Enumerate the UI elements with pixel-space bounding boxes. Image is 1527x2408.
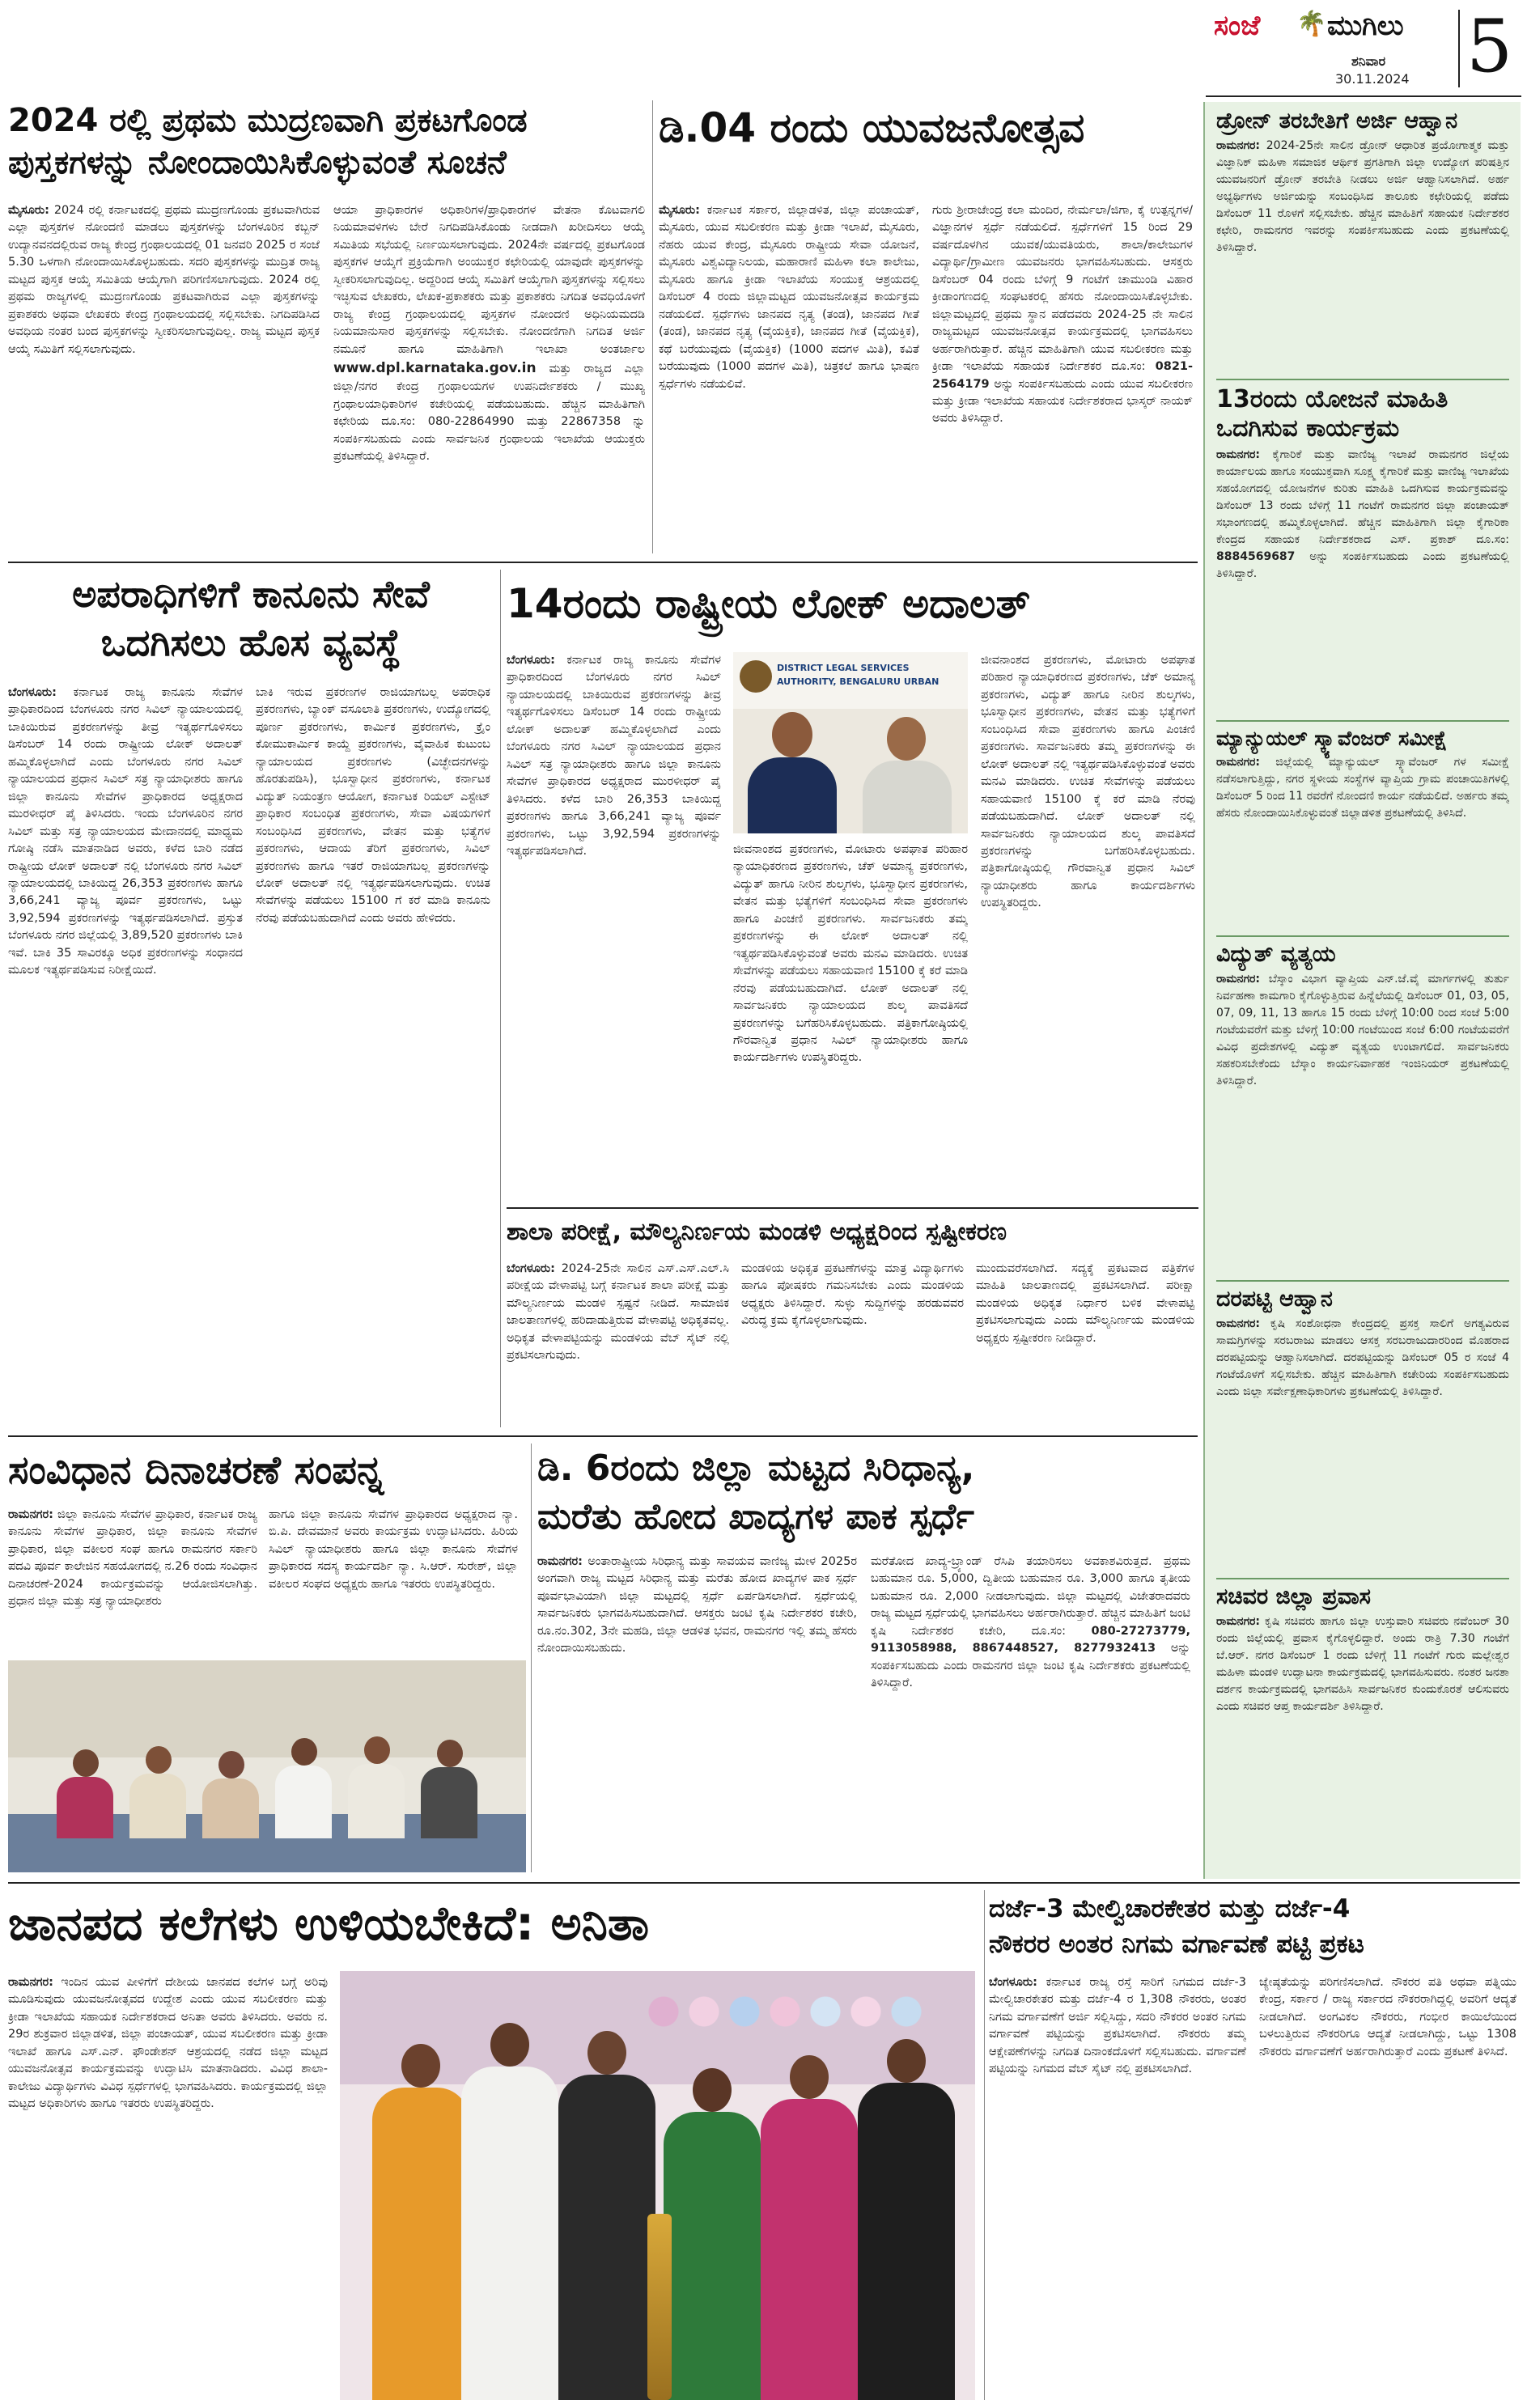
person-2 — [863, 717, 952, 833]
page-number: 5 — [1466, 4, 1513, 89]
section-rule — [8, 562, 1198, 563]
masthead-divider — [1458, 10, 1460, 87]
logo-right-text: ಮುಗಿಲು — [1327, 10, 1404, 42]
column-text: ಕರ್ನಾಟಕ ರಾಜ್ಯ ಕಾನೂನು ಸೇವೆಗಳ ಪ್ರಾಧಿಕಾರದಿಂದ ಬೆಂಗಳೂರು ನಗರ ಸಿವಿಲ್ ನ್ಯಾಯಾಲಯದಲ್ಲಿ ಬಾಕಿಯಿರುವ ಪ್ರಕರಣಗಳನ್ನು ತೀವ್ರ ಇತ್ಯರ್ಥಗೊಳಿಸಲು ಡಿಸೆಂಬರ್ 14 ರಂದು ರಾಷ್ಟ್ರೀಯ ಲೋಕ್ ಅದಾಲತ್ ಹಮ್ಮಿಕೊಳ್ಳಲಾಗಿದೆ ಎಂದು ಬೆಂಗಳೂರು ನಗರ ಸಿವಿಲ್ ನ್ಯಾಯಾಲಯದ ಪ್ರಧಾನ ಸಿವಿಲ್ ಸತ್ರ ನ್ಯಾಯಾಧೀಶರು ಹಾಗೂ ಜಿಲ್ಲಾ ಕಾನೂನು ಸೇವೆಗಳ ಪ್ರಾಧಿಕಾರದ ಅಧ್ಯಕ್ಷರಾದ ಮುರಳೀಧರ್ ಪೈ ತಿಳಿಸಿದರು. ಇಂದು ಬೆಂಗಳೂರಿನ ನಗರ ಸಿವಿಲ್ ಮತ್ತು ಸತ್ರ ನ್ಯಾಯಾಲಯದ ಮೇದಾನದಲ್ಲಿ ಮಾಧ್ಯಮ ಗೋಷ್ಠಿ ನಡೆಸಿ ಮಾತನಾಡಿದ ಅವರು, ಕಳೆದ ಬಾರಿ ನಡೆದ ರಾಷ್ಟ್ರೀಯ ಲೋಕ್ ಅದಾಲತ್ ನಲ್ಲಿ ಬೆಂಗಳೂರು ನಗರ ಸಿವಿಲ್ ನ್ಯಾಯಾಲಯದಲ್ಲಿ ಬಾಕಿಯಿದ್ದ 26,353 ಪ್ರಕರಣಗಳು ಹಾಗೂ 3,66,241 ವ್ಯಾಜ್ಯ ಪೂರ್ವ ಪ್ರಕರಣಗಳು, ಒಟ್ಟು 3,92,594 ಪ್ರಕರಣಗಳನ್ನು ಇತ್ಯರ್ಥಪಡಿಸಲಾಗಿದೆ. ಪ್ರಸ್ತುತ ಬೆಂಗಳೂರು ನಗರ ಜಿಲ್ಲೆಯಲ್ಲಿ 3,89,520 ಪ್ರಕರಣಗಳು ಬಾಕಿ ಇವೆ. ಬಾಕಿ 35 ಸಾವಿರಕ್ಕೂ ಅಧಿಕ ಪ್ರಕರಣಗಳನ್ನು ಸಂಧಾನದ ಮೂಲಕ ಇತ್ಯರ್ಥಪಡಿಸುವ ನಿರೀಕ್ಷೆಯಿದೆ. — [8, 686, 243, 977]
masthead-logo — [1206, 10, 1449, 53]
sidebar-rule — [1216, 1280, 1509, 1282]
column-text: ಕರ್ನಾಟಕ ರಾಜ್ಯ ರಸ್ತೆ ಸಾರಿಗೆ ನಿಗಮದ ದರ್ಜೆ-3 ಮೇಲ್ವಿಚಾರಕೇತರ ಮತ್ತು ದರ್ಜೆ-4 ರ 1,308 ನೌಕರರು, ಅಂತರ ನಿಗಮ ವರ್ಗಾವಣೆಗೆ ಅರ್ಜಿ ಸಲ್ಲಿಸಿದ್ದು, ಸದರಿ ನೌಕರರ ಅಂತರ ನಿಗಮ ವರ್ಗಾವಣೆ ಪಟ್ಟಿಯನ್ನು ಪ್ರಕಟಿಸಲಾಗಿದೆ. ನೌಕರರು ತಮ್ಮ ಆಕ್ಷೇಪಣೆಗಳನ್ನು ನಿಗದಿತ ದಿನಾಂಕದೊಳಗೆ ಸಲ್ಲಿಸಬಹುದು. ವರ್ಗಾವಣೆ ಪಟ್ಟಿಯನ್ನು ನಿಗಮದ ವೆಬ್ ಸೈಟ್ ನಲ್ಲಿ ಪ್ರಕಟಿಸಲಾಗಿದೆ. — [989, 1976, 1246, 2076]
sidebar-rule — [1216, 1578, 1509, 1579]
article-constitution-day — [8, 1440, 526, 1877]
headline-line-1: ಅಪರಾಧಿಗಳಿಗೆ ಕಾನೂನು ಸೇವೆ — [72, 572, 430, 616]
article-book-registration — [8, 95, 647, 557]
column-text-continued: ಅನ್ನು ಸಂಪರ್ಕಿಸಬಹುದು ಎಂದು ರಾಮನಗರ ಜಿಲ್ಲಾ ಜಂಟಿ ಕೃಷಿ ನಿರ್ದೇಶಕರು ಪ್ರಕಟಣೆಯಲ್ಲಿ ತಿಳಿಸಿದ್ದಾರೆ. — [871, 1642, 1190, 1690]
photo-banner — [733, 652, 968, 709]
phone-number: 8884569687 — [1216, 550, 1296, 563]
column-text: ಅಂತಾರಾಷ್ಟ್ರೀಯ ಸಿರಿಧಾನ್ಯ ಮತ್ತು ಸಾವಯವ ವಾಣಿಜ್ಯ ಮೇಳ 2025ರ ಅಂಗವಾಗಿ ರಾಜ್ಯ ಮಟ್ಟದ ಸಿರಿಧಾನ್ಯ ಮತ್ತು ಮರೆತು ಹೋದ ಖಾದ್ಯಗಳ ಪಾಕ ಸ್ಪರ್ಧೆ ಪೂರ್ವಭಾವಿಯಾಗಿ ಜಿಲ್ಲಾ ಮಟ್ಟದಲ್ಲಿ ಸ್ಪರ್ಧೆ ಏರ್ಪಡಿಸಲಾಗಿದೆ. ಸ್ಪರ್ಧೆಯಲ್ಲಿ ಸಾರ್ವಜನಿಕರು ಭಾಗವಹಿಸಬಹುದಾಗಿದೆ. ಆಸಕ್ತರು ಜಂಟಿ ಕೃಷಿ ನಿರ್ದೇಶಕರ ಕಚೇರಿ, ರೂ.ನಂ.302, 3ನೇ ಮಹಡಿ, ಜಿಲ್ಲಾ ಆಡಳಿತ ಭವನ, ರಾಮನಗರ ಇಲ್ಲಿ ತಮ್ಮ ಹೆಸರು ನೋಂದಾಯಿಸಬಹುದು. — [537, 1555, 857, 1656]
article-column-2 — [733, 842, 968, 1198]
press-meet-photo — [733, 652, 968, 833]
headline-line-2: ಮರೆತು ಹೋದ ಖಾದ್ಯಗಳ ಪಾಕ ಸ್ಪರ್ಧೆ — [537, 1496, 974, 1537]
masthead-rule — [1206, 95, 1521, 97]
column-divider — [984, 1890, 985, 2400]
column-text: 2024-25ನೇ ಸಾಲಿನ ಎಸ್.ಎಸ್.ಎಲ್.ಸಿ ಪರೀಕ್ಷೆಯ ವೇಳಾಪಟ್ಟಿ ಬಗ್ಗೆ ಕರ್ನಾಟಕ ಶಾಲಾ ಪರೀಕ್ಷೆ ಮತ್ತು ಮೌಲ್ಯನಿರ್ಣಯ ಮಂಡಳಿ ಸ್ಪಷ್ಟನೆ ನೀಡಿದೆ. ಸಾಮಾಜಿಕ ಜಾಲತಾಣಗಳಲ್ಲಿ ಹರಿದಾಡುತ್ತಿರುವ ವೇಳಾಪಟ್ಟಿ ಅಧಿಕೃತವಲ್ಲ. ಅಧಿಕೃತ ವೇಳಾಪಟ್ಟಿಯನ್ನು ಮಂಡಳಿಯ ವೆಬ್ ಸೈಟ್ ನಲ್ಲಿ ಪ್ರಕಟಿಸಲಾಗುವುದು. — [507, 1262, 729, 1363]
headline: ಡಿ.04 ರಂದು ಯುವಜನೋತ್ಸವ — [659, 104, 1085, 151]
person-1 — [748, 712, 837, 833]
column-text: ಇಂದಿನ ಯುವ ಪೀಳಿಗೆಗೆ ದೇಶೀಯ ಜಾನಪದ ಕಲೆಗಳ ಬಗ್ಗೆ ಅರಿವು ಮೂಡಿಸುವುದು ಯುವಜನೋತ್ಸವದ ಉದ್ದೇಶ ಎಂದು ಯುವ ಸಬಲೀಕರಣ ಮತ್ತು ಕ್ರೀಡಾ ಇಲಾಖೆಯ ಸಹಾಯಕ ನಿರ್ದೇಶಕರಾದ ಅನಿತಾ ಅವರು ತಿಳಿಸಿದರು. ಅವರು ನ. 29ರ ಶುಕ್ರವಾರ ಜಿಲ್ಲಾಡಳಿತ, ಜಿಲ್ಲಾ ಪಂಚಾಯತ್, ಯುವ ಸಬಲೀಕರಣ ಮತ್ತು ಕ್ರೀಡಾ ಇಲಾಖೆ ಹಾಗೂ ಎಸ್.ಎನ್. ಫೌಂಡೇಶನ್ ಆಶ್ರಯದಲ್ಲಿ ನಡೆದ ಜಿಲ್ಲಾ ಮಟ್ಟದ ಯುವಜನೋತ್ಸವ ಕಾರ್ಯಕ್ರಮವನ್ನು ಉದ್ಘಾಟಿಸಿ ಮಾತನಾಡಿದರು. ವಿವಿಧ ಶಾಲಾ-ಕಾಲೇಜು ವಿದ್ಯಾರ್ಥಿಗಳು ವಿವಿಧ ಸ್ಪರ್ಧೆಗಳಲ್ಲಿ ಭಾಗವಹಿಸಿದರು. ಕಾರ್ಯಕ್ರಮದಲ್ಲಿ ಜಿಲ್ಲಾ ಮಟ್ಟದ ಅಧಿಕಾರಿಗಳು ಹಾಗೂ ಇತರರು ಉಪಸ್ಥಿತರಿದ್ದರು. — [8, 1976, 328, 2111]
sidebar-headline: ವಿದ್ಯುತ್ ವ್ಯತ್ಯಯ — [1216, 942, 1336, 967]
column-text: ಕರ್ನಾಟಕ ಸರ್ಕಾರ, ಜಿಲ್ಲಾಡಳಿತ, ಜಿಲ್ಲಾ ಪಂಚಾಯತ್, ಮೈಸೂರು, ಯುವ ಸಬಲೀಕರಣ ಮತ್ತು ಕ್ರೀಡಾ ಇಲಾಖೆ, ಮೈಸೂರು, ನೆಹರು ಯುವ ಕೇಂದ್ರ, ಮೈಸೂರು ರಾಷ್ಟ್ರೀಯ ಸೇವಾ ಯೋಜನೆ, ಮೈಸೂರು ವಿಶ್ವವಿದ್ಯಾನಿಲಯ, ಮಹಾರಾಣಿ ಮಹಿಳಾ ಕಲಾ ಕಾಲೇಜು, ಮೈಸೂರು ಹಾಗೂ ಕ್ರೀಡಾ ಇಲಾಖೆಯ ಸಂಯುಕ್ತ ಆಶ್ರಯದಲ್ಲಿ ಡಿಸೆಂಬರ್ 4 ರಂದು ಜಿಲ್ಲಾಮಟ್ಟದ ಯುವಜನೋತ್ಸವ ಕಾರ್ಯಕ್ರಮ ನಡೆಯಲಿದೆ. ಸ್ಪರ್ಧೆಗಳು ಜಾನಪದ ನೃತ್ಯ (ತಂಡ), ಜಾನಪದ ಗೀತೆ (ತಂಡ), ಜಾನಪದ ನೃತ್ಯ (ವೈಯಕ್ತಿಕ), ಜಾನಪದ ಗೀತೆ (ವೈಯಕ್ತಿಕ), ಕಥೆ ಬರೆಯುವುದು (ವೈಯಕ್ತಿಕ) (1000 ಪದಗಳ ಮಿತಿ), ಕವಿತೆ ಬರೆಯುವುದು (1000 ಪದಗಳ ಮಿತಿ), ಚಿತ್ರಕಲೆ ಹಾಗೂ ಭಾಷಣ ಸ್ಪರ್ಧೆಗಳು ನಡೆಯಲಿವೆ. — [659, 204, 919, 391]
column-text: ಹಾಗೂ ಜಿಲ್ಲಾ ಕಾನೂನು ಸೇವೆಗಳ ಪ್ರಾಧಿಕಾರದ ಅಧ್ಯಕ್ಷರಾದ ನ್ಯಾ. ಬಿ.ಪಿ. ದೇವಮಾನೆ ಅವರು ಕಾರ್ಯಕ್ರಮ ಉದ್ಘಾಟಿಸಿದರು. ಹಿರಿಯ ಸಿವಿಲ್ ನ್ಯಾಯಾಧೀಶರು ಹಾಗೂ ಜಿಲ್ಲಾ ಕಾನೂನು ಸೇವೆಗಳ ಪ್ರಾಧಿಕಾರದ ಸದಸ್ಯ ಕಾರ್ಯದರ್ಶಿ ನ್ಯಾ. ಸಿ.ಆರ್. ಸುರೇಶ್, ಜಿಲ್ಲಾ ವಕೀಲರ ಸಂಘದ ಅಧ್ಯಕ್ಷರು ಹಾಗೂ ಇತರರು ಉಪಸ್ಥಿತರಿದ್ದರು. — [269, 1508, 518, 1591]
headline-line-2: ಪುಸ್ತಕಗಳನ್ನು ನೋಂದಾಯಿಸಿಕೊಳ್ಳುವಂತೆ ಸೂಚನೆ — [8, 144, 507, 181]
logo-left-text: ಸಂಜೆ — [1214, 10, 1261, 42]
emblem-icon — [740, 660, 772, 693]
dateline: ಬೆಂಗಳೂರು: — [507, 1262, 555, 1275]
palm-tree-icon: 🌴 — [1296, 10, 1327, 38]
section-rule — [8, 1882, 1520, 1884]
sidebar-rule — [1216, 935, 1509, 937]
article-column-3 — [981, 652, 1195, 1202]
masthead — [1206, 6, 1521, 97]
column-divider — [500, 570, 501, 1427]
article-column-2 — [932, 202, 1193, 550]
article-column-2 — [871, 1554, 1190, 1871]
section-rule — [507, 1207, 1198, 1209]
brief-text: ಕೃಷಿ ಸಂಶೋಧನಾ ಕೇಂದ್ರದಲ್ಲಿ ಪ್ರಸಕ್ತ ಸಾಲಿಗೆ ಅಗತ್ಯವಿರುವ ಸಾಮಗ್ರಿಗಳನ್ನು ಸರಬರಾಜು ಮಾಡಲು ಆಸಕ್ತ ಸರಬರಾಜುದಾರರಿಂದ ಮೊಹರಾದ ದರಪಟ್ಟಿಯನ್ನು ಆಹ್ವಾನಿಸಲಾಗಿದೆ. ದರಪಟ್ಟಿಯನ್ನು ಡಿಸೆಂಬರ್ 05 ರ ಸಂಜೆ 4 ಗಂಟೆಯೊಳಗೆ ಸಲ್ಲಿಸಬೇಕು. ಹೆಚ್ಚಿನ ಮಾಹಿತಿಗಾಗಿ ಕಚೇರಿಯ ಸಂಪರ್ಕಿಸಬಹುದು ಎಂದು ಜಿಲ್ಲಾ ಸರ್ವೇಕ್ಷಣಾಧಿಕಾರಿಗಳು ಪ್ರಕಟಣೆಯಲ್ಲಿ ತಿಳಿಸಿದ್ದಾರೆ. — [1216, 1317, 1509, 1399]
dateline: ರಾಮನಗರ: — [8, 1508, 53, 1521]
column-text: ಮುಂದುವರೆಸಲಾಗಿದೆ. ಸದ್ಯಕ್ಕೆ ಪ್ರಕಟವಾದ ಪತ್ರಿಕೆಗಳ ಮಾಹಿತಿ ಜಾಲತಾಣದಲ್ಲಿ ಪ್ರಕಟಿಸಲಾಗಿದೆ. ಪರೀಕ್ಷಾ ಮಂಡಳಿಯ ಅಧಿಕೃತ ನಿರ್ಧಾರ ಬಳಿಕ ವೇಳಾಪಟ್ಟಿ ಪ್ರಕಟಿಸಲಾಗುವುದು ಎಂದು ಮೌಲ್ಯನಿರ್ಣಯ ಮಂಡಳಿಯ ಅಧ್ಯಕ್ಷರು ಸ್ಪಷ್ಟೀಕರಣ ನೀಡಿದ್ದಾರೆ. — [976, 1262, 1194, 1345]
brief-text: 2024-25ನೇ ಸಾಲಿನ ಡ್ರೋನ್ ಆಧಾರಿತ ಪ್ರಯೋಗಾತ್ಮಕ ಮತ್ತು ವಿಜ್ಞಾನಿಕ್ ಮಹಿಳಾ ಸಮಾಜಿಕ ಆರ್ಥಿಕ ಪ್ರಗತಿಗಾಗಿ ಜಿಲ್ಲಾ ಉದ್ಯೋಗ ಪರಿಷತ್ತಿನ ಯುವಜನರಿಗೆ ಡ್ರೋನ್ ತರಬೇತಿ ನೀಡಲು ಅರ್ಜಿ ಆಹ್ವಾನಿಸಲಾಗಿದೆ. ಅರ್ಹ ಅಭ್ಯರ್ಥಿಗಳು ಅರ್ಜಿಯನ್ನು ಸಂಬಂಧಿಸಿದ ತಾಲೂಕು ಕಛೇರಿಯಲ್ಲಿ ಪಡೆದು ಡಿಸೆಂಬರ್ 11 ರೊಳಗೆ ಸಲ್ಲಿಸಬೇಕು. ಹೆಚ್ಚಿನ ಮಾಹಿತಿಗೆ ಸಹಾಯಕ ನಿರ್ದೇಶಕರ ಕಛೇರಿ, ರಾಮನಗರ ಇವರನ್ನು ಸಂಪರ್ಕಿಸಬಹುದು ಎಂದು ಪ್ರಕಟಣೆಯಲ್ಲಿ ತಿಳಿಸಿದ್ದಾರೆ. — [1216, 139, 1509, 255]
article-column-2 — [256, 685, 490, 1425]
sidebar-text — [1216, 1316, 1509, 1401]
headline-line-2: ಒದಗಿಸಲು ಹೊಸ ವ್ಯವಸ್ಥೆ — [100, 621, 401, 664]
article-column-1 — [659, 202, 919, 550]
person-4 — [275, 1738, 332, 1838]
column-text: ಜ್ಯೇಷ್ಠತೆಯನ್ನು ಪರಿಗಣಿಸಲಾಗಿದೆ. ನೌಕರರ ಪತಿ ಅಥವಾ ಪತ್ನಿಯು ಕೇಂದ್ರ, ಸರ್ಕಾರ / ರಾಜ್ಯ ಸರ್ಕಾರದ ನೌಕರರಾಗಿದ್ದಲ್ಲಿ ಅವರಿಗೆ ಆದ್ಯತೆ ನೀಡಲಾಗಿದೆ. ಅಂಗವಿಕಲ ನೌಕರರು, ಗಂಭೀರ ಕಾಯಿಲೆಯಿಂದ ಬಳಲುತ್ತಿರುವ ನೌಕರರಿಗೂ ಆದ್ಯತೆ ನೀಡಲಾಗಿದ್ದು, ಒಟ್ಟು 1308 ನೌಕರರು ವರ್ಗಾವಣೆಗೆ ಅರ್ಹರಾಗಿರುತ್ತಾರೆ ಎಂದು ಪ್ರಕಟಣೆ ತಿಳಿಸಿದೆ. — [1259, 1976, 1516, 2058]
lamp-icon — [647, 2214, 672, 2400]
dateline: ರಾಮನಗರ: — [537, 1555, 583, 1568]
headline-line-1: 2024 ರಲ್ಲಿ ಪ್ರಥಮ ಮುದ್ರಣವಾಗಿ ಪ್ರಕಟಗೊಂಡ — [8, 102, 528, 139]
headline-line-1: ದರ್ಜೆ-3 ಮೇಲ್ವಿಚಾರಕೇತರ ಮತ್ತು ದರ್ಜೆ-4 — [989, 1894, 1351, 1923]
column-divider — [531, 1444, 532, 1872]
section-rule — [8, 1435, 1198, 1437]
constitution-day-photo — [8, 1660, 526, 1872]
sidebar-rule — [1216, 720, 1509, 722]
dateline: ಬೆಂಗಳೂರು: — [8, 686, 57, 699]
brief-text: ಕೈಗಾರಿಕೆ ಮತ್ತು ವಾಣಿಜ್ಯ ಇಲಾಖೆ ರಾಮನಗರ ಜಿಲ್ಲೆಯ ಕಾರ್ಯಾಲಯ ಹಾಗೂ ಸಂಯುಕ್ತವಾಗಿ ಸೂಕ್ಷ್ಮ ಕೈಗಾರಿಕೆ ಮತ್ತು ವಾಣಿಜ್ಯ ಇಲಾಖೆಯ ಸಹಯೋಗದಲ್ಲಿ ಯೋಜನೆಗಳ ಕುರಿತು ಮಾಹಿತಿ ಒದಗಿಸುವ ಕಾರ್ಯಕ್ರಮವನ್ನು ಡಿಸೆಂಬರ್ 13 ರಂದು ಬೆಳಿಗ್ಗೆ 11 ಗಂಟೆಗೆ ರಾಮನಗರ ಜಿಲ್ಲಾ ಪಂಚಾಯತ್ ಸಭಾಂಗಣದಲ್ಲಿ ಹಮ್ಮಿಕೊಳ್ಳಲಾಗಿದೆ. ಹೆಚ್ಚಿನ ಮಾಹಿತಿಗಾಗಿ ಜಿಲ್ಲಾ ಕೈಗಾರಿಕಾ ಕೇಂದ್ರದ ಸಹಾಯಕ ನಿರ್ದೇಶಕರಾದ ಎಸ್. ಪ್ರಕಾಶ್ ದೂ.ಸಂ: — [1216, 448, 1509, 546]
headline: ಶಾಲಾ ಪರೀಕ್ಷೆ, ಮೌಲ್ಯನಿರ್ಣಯ ಮಂಡಳಿ ಅಧ್ಯಕ್ಷರಿಂದ ಸ್ಪಷ್ಟೀಕರಣ — [507, 1218, 1007, 1246]
sidebar-brief-power-cut — [1216, 942, 1509, 1277]
column-text: ಜಿಲ್ಲಾ ಕಾನೂನು ಸೇವೆಗಳ ಪ್ರಾಧಿಕಾರ, ಕರ್ನಾಟಕ ರಾಜ್ಯ ಕಾನೂನು ಸೇವೆಗಳ ಪ್ರಾಧಿಕಾರ, ಜಿಲ್ಲಾ ಕಾನೂನು ಸೇವೆಗಳ ಪ್ರಾಧಿಕಾರ, ಜಿಲ್ಲಾ ವಕೀಲರ ಸಂಘ ಹಾಗೂ ರಾಮನಗರ ಸರ್ಕಾರಿ ಪದವಿ ಪೂರ್ವ ಕಾಲೇಜಿನ ಸಹಯೋಗದಲ್ಲಿ ನ.26 ರಂದು ಸಂವಿಧಾನ ದಿನಾಚರಣೆ-2024 ಕಾರ್ಯಕ್ರಮವನ್ನು ಆಯೋಜಿಸಲಾಗಿತ್ತು. ಪ್ರಧಾನ ಜಿಲ್ಲಾ ಮತ್ತು ಸತ್ರ ನ್ಯಾಯಾಧೀಶರು — [8, 1508, 257, 1609]
person-2 — [461, 2023, 558, 2400]
article-youth-festival — [659, 95, 1197, 557]
column-text-continued: ಮತ್ತು ರಾಜ್ಯದ ಎಲ್ಲಾ ಜಿಲ್ಲಾ/ನಗರ ಕೇಂದ್ರ ಗ್ರಂಥಾಲಯಗಳ ಉಪನಿರ್ದೇಶಕರು / ಮುಖ್ಯ ಗ್ರಂಥಾಲಯಾಧಿಕಾರಿಗಳ ಕಚೇರಿಯಲ್ಲಿ ಪಡೆಯಬಹುದು. ಹೆಚ್ಚಿನ ಮಾಹಿತಿಗಾಗಿ ಕಛೇರಿಯ ದೂ.ಸಂ: 080-22864990 ಮತ್ತು 22867358 ನ್ನು ಸಂಪರ್ಕಿಸಬಹುದು ಎಂದು ಸಾರ್ವಜನಿಕ ಗ್ರಂಥಾಲಯ ಇಲಾಖೆಯ ಆಯುಕ್ತರು ಪ್ರಕಟಣೆಯಲ್ಲಿ ತಿಳಿಸಿದ್ದಾರೆ. — [333, 362, 645, 464]
article-column-2 — [741, 1261, 964, 1427]
brief-text: ಕೃಷಿ ಸಚಿವರು ಹಾಗೂ ಜಿಲ್ಲಾ ಉಸ್ತುವಾರಿ ಸಚಿವರು ನವೆಂಬರ್ 30 ರಂದು ಜಿಲ್ಲೆಯಲ್ಲಿ ಪ್ರವಾಸ ಕೈಗೊಳ್ಳಲಿದ್ದಾರೆ. ಅಂದು ರಾತ್ರಿ 7.30 ಗಂಟೆಗೆ ಬೆ.ಆರ್. ನಗರ ಡಿಸೆಂಬರ್ 1 ರಂದು ಬೆಳಿಗ್ಗೆ 11 ಗಂಟೆಗೆ ಗುರು ಮಲ್ಲೇಶ್ವರ ಮಹಿಳಾ ಮಂಡಳಿ ಉದ್ಘಾಟನಾ ಕಾರ್ಯಕ್ರಮದಲ್ಲಿ ಭಾಗವಹಿಸುವರು. ನಂತರ ಜನತಾ ದರ್ಶನ ಕಾರ್ಯಕ್ರಮದಲ್ಲಿ ಭಾಗವಹಿಸಿ ಸಾರ್ವಜನಿಕರ ಕುಂದುಕೊರತೆ ಆಲಿಸುವರು ಎಂದು ಸಚಿವರ ಆಪ್ತ ಕಾರ್ಯದರ್ಶಿ ತಿಳಿಸಿದ್ದಾರೆ. — [1216, 1615, 1509, 1714]
sidebar-headline: ಸಚಿವರ ಜಿಲ್ಲಾ ಪ್ರವಾಸ — [1216, 1584, 1371, 1609]
dateline: ರಾಮನಗರ: — [1216, 448, 1261, 461]
sidebar-text — [1216, 754, 1509, 822]
column-text: ಬಾಕಿ ಇರುವ ಪ್ರಕರಣಗಳ ರಾಜಿಯಾಗಬಲ್ಲ ಅಪರಾಧಿಕ ಪ್ರಕರಣಗಳು, ಬ್ಯಾಂಕ್ ವಸೂಲಾತಿ ಪ್ರಕರಣಗಳು, ಉದ್ಯೋಗದಲ್ಲಿ ಪೂರ್ಣ ಪ್ರಕರಣಗಳು, ಕಾರ್ಮಿಕ ಪ್ರಕರಣಗಳು, ಕ್ರೈಂ ಕೋಮುಕಾರ್ಮಿಕ ಕಾಯ್ದೆ ಪ್ರಕರಣಗಳು, ವೈವಾಹಿಕ ಕುಟುಂಬ ನ್ಯಾಯಾಲಯದ ಪ್ರಕರಣಗಳು (ವಿಚ್ಛೇದನಗಳನ್ನು ಹೊರತುಪಡಿಸಿ), ಭೂಸ್ವಾಧೀನ ಪ್ರಕರಣಗಳು, ಕರ್ನಾಟಕ ವಿದ್ಯುತ್ ನಿಯಂತ್ರಣ ಆಯೋಗ, ಕರ್ನಾಟಕ ರಿಯಲ್ ಎಸ್ಟೇಟ್ ಪ್ರಾಧಿಕಾರ ಸಂಬಂಧಿತ ಪ್ರಕರಣಗಳು, ಸೇವಾ ವಿಷಯಗಳಿಗೆ ಸಂಬಂಧಿಸಿದ ಪ್ರಕರಣಗಳು, ವೇತನ ಮತ್ತು ಭತ್ಯೆಗಳ ಪ್ರಕರಣಗಳು, ಆದಾಯ ತೆರಿಗೆ ಪ್ರಕರಣಗಳು, ಸಿವಿಲ್ ಪ್ರಕರಣಗಳು ಹಾಗೂ ಇತರೆ ರಾಜಿಯಾಗಬಲ್ಲ ಪ್ರಕರಣಗಳನ್ನು ಲೋಕ್ ಅದಾಲತ್ ನಲ್ಲಿ ಇತ್ಯರ್ಥಪಡಿಸಲಾಗುವುದು. ಉಚಿತ ಸೇವೆಗಳನ್ನು ಪಡೆಯಲು 15100 ಗೆ ಕರೆ ಮಾಡಿ ಕಾನೂನು ನೆರವು ಪಡೆಯಬಹುದಾಗಿದೆ ಎಂದು ಅವರು ಹೇಳಿದರು. — [256, 686, 490, 925]
sidebar-headline: ಡ್ರೋನ್ ತರಬೇತಿಗೆ ಅರ್ಜಿ ಆಹ್ವಾನ — [1216, 108, 1458, 134]
headline-line-2: ನೌಕರರ ಅಂತರ ನಿಗಮ ವರ್ಗಾವಣೆ ಪಟ್ಟಿ ಪ್ರಕಟ — [989, 1930, 1364, 1959]
sidebar-headline: 13ರಂದು ಯೋಜನೆ ಮಾಹಿತಿ ಒದಗಿಸುವ ಕಾರ್ಯಕ್ರಮ — [1216, 385, 1449, 443]
article-column-1 — [8, 202, 320, 550]
person-2 — [129, 1746, 186, 1838]
sidebar-brief-scheme-info — [1216, 385, 1509, 717]
headline: 14ರಂದು ರಾಷ್ಟ್ರೀಯ ಲೋಕ್ ಅದಾಲತ್ — [507, 580, 1031, 627]
sidebar-text — [1216, 971, 1509, 1090]
dateline: ರಾಮನಗರ: — [1216, 756, 1261, 769]
article-column-1 — [537, 1554, 857, 1871]
photo-banner-text: DISTRICT LEGAL SERVICES AUTHORITY, BENGALURU URBAN — [777, 663, 940, 687]
article-column-1 — [8, 685, 243, 1425]
brief-text: ಜಿಲ್ಲೆಯಲ್ಲಿ ಮ್ಯಾನ್ಯುಯಲ್ ಸ್ಕ್ಯಾವೆಂಜರ್ ಗಳ ಸಮೀಕ್ಷೆ ನಡೆಸಲಾಗುತ್ತಿದ್ದು, ನಗರ ಸ್ಥಳೀಯ ಸಂಸ್ಥೆಗಳ ವ್ಯಾಪ್ತಿಯ ಗ್ರಾಮ ಪಂಚಾಯಿತಿಗಳಲ್ಲಿ ಡಿಸೆಂಬರ್ 5 ರಿಂದ 11 ರವರೆಗೆ ನೋಂದಣಿ ಕಾರ್ಯ ನಡೆಯಲಿದೆ. ಅರ್ಹರು ತಮ್ಮ ಹೆಸರು ನೋಂದಾಯಿಸಿಕೊಳ್ಳುವಂತೆ ಜಿಲ್ಲಾಡಳಿತ ಪ್ರಕಟಣೆಯಲ್ಲಿ ತಿಳಿಸಿದೆ. — [1216, 756, 1509, 820]
dateline: ಬೆಂಗಳೂರು: — [507, 654, 555, 667]
dateline: ರಾಮನಗರ: — [1216, 1615, 1261, 1629]
sidebar-text — [1216, 138, 1509, 256]
article-column-2 — [269, 1507, 518, 1652]
brief-text: ಬೆಸ್ಕಾಂ ವಿಭಾಗ ವ್ಯಾಪ್ತಿಯ ಎನ್.ಜೆ.ವೈ ಮಾರ್ಗಗಳಲ್ಲಿ ತುರ್ತು ನಿರ್ವಹಣಾ ಕಾಮಗಾರಿ ಕೈಗೊಳ್ಳುತ್ತಿರುವ ಹಿನ್ನೆಲೆಯಲ್ಲಿ ಡಿಸೆಂಬರ್ 01, 03, 05, 07, 09, 11, 13 ಹಾಗೂ 15 ರಂದು ಬೆಳಿಗ್ಗೆ 10:00 ರಿಂದ ಸಂಜೆ 5:00 ಗಂಟೆಯವರೆಗೆ ಮತ್ತು ಬೆಳಿಗ್ಗೆ 10:00 ಗಂಟೆಯಿಂದ ಸಂಜೆ 6:00 ಗಂಟೆಯವರೆಗೆ ವಿವಿಧ ಪ್ರದೇಶಗಳಲ್ಲಿ ವಿದ್ಯುತ್ ವ್ಯತ್ಯಯ ಉಂಟಾಗಲಿದೆ. ಸಾರ್ವಜನಿಕರು ಸಹಕರಿಸಬೇಕೆಂದು ಬೆಸ್ಕಾಂ ಕಾರ್ಯನಿರ್ವಾಹಕ ಇಂಜಿನಿಯರ್ ಪ್ರಕಟಣೆಯಲ್ಲಿ ತಿಳಿಸಿದ್ದಾರೆ. — [1216, 973, 1509, 1088]
person-6 — [421, 1740, 477, 1838]
sidebar-text — [1216, 447, 1509, 583]
phone-numbers: 080-27273779, 9113058988, 8867448527, 8277932413 — [871, 1624, 1190, 1656]
website-link[interactable]: www.dpl.karnataka.gov.in — [333, 360, 537, 377]
article-column-1 — [507, 1261, 729, 1427]
column-text: ಜೀವನಾಂಶದ ಪ್ರಕರಣಗಳು, ಮೋಟಾರು ಅಪಘಾತ ಪರಿಹಾರ ನ್ಯಾಯಾಧಿಕರಣದ ಪ್ರಕರಣಗಳು, ಚೆಕ್ ಅಮಾನ್ಯ ಪ್ರಕರಣಗಳು, ವಿದ್ಯುತ್ ಹಾಗೂ ನೀರಿನ ಶುಲ್ಕಗಳು, ಭೂಸ್ವಾಧೀನ ಪ್ರಕರಣಗಳು, ವೇತನ ಮತ್ತು ಭತ್ಯೆಗಳಿಗೆ ಸಂಬಂಧಿಸಿದ ಸೇವಾ ಪ್ರಕರಣಗಳು ಹಾಗೂ ಪಿಂಚಣಿ ಪ್ರಕರಣಗಳು. ಸಾರ್ವಜನಿಕರು ತಮ್ಮ ಪ್ರಕರಣಗಳನ್ನು ಈ ಲೋಕ್ ಅದಾಲತ್ ನಲ್ಲಿ ಇತ್ಯರ್ಥಪಡಿಸಿಕೊಳ್ಳುವಂತೆ ಅವರು ಮನವಿ ಮಾಡಿದರು. ಉಚಿತ ಸೇವೆಗಳನ್ನು ಪಡೆಯಲು ಸಹಾಯವಾಣಿ 15100 ಕ್ಕೆ ಕರೆ ಮಾಡಿ ನೆರವು ಪಡೆಯಬಹುದಾಗಿದೆ. ಲೋಕ್ ಅದಾಲತ್ ನಲ್ಲಿ ಸಾರ್ವಜನಿಕರು ನ್ಯಾಯಾಲಯದ ಶುಲ್ಕ ಪಾವತಿಸದೆ ಪ್ರಕರಣಗಳನ್ನು ಬಗೆಹರಿಸಿಕೊಳ್ಳಬಹುದು. ಪತ್ರಿಕಾಗೋಷ್ಠಿಯಲ್ಲಿ ಗೌರವಾನ್ವಿತ ಪ್ರಧಾನ ಸಿವಿಲ್ ನ್ಯಾಯಾಧೀಶರು ಹಾಗೂ ಕಾರ್ಯದರ್ಶಿಗಳು ಉಪಸ್ಥಿತರಿದ್ದರು. — [981, 654, 1195, 910]
dateline: ಬೆಂಗಳೂರು: — [989, 1976, 1037, 1989]
article-legal-services — [8, 566, 494, 1432]
sidebar-rule — [1216, 379, 1509, 380]
column-text-continued: ಅನ್ನು ಸಂಪರ್ಕಿಸಬಹುದು ಎಂದು ಯುವ ಸಬಲೀಕರಣ ಮತ್ತು ಕ್ರೀಡಾ ಇಲಾಖೆಯ ಸಹಾಯಕ ನಿರ್ದೇಶಕರಾದ ಭಾಸ್ಕರ್ ನಾಯಕ್ ಅವರು ತಿಳಿಸಿದ್ದಾರೆ. — [932, 377, 1193, 426]
article-column-1 — [8, 1974, 328, 2400]
sidebar-brief-scavenger-survey — [1216, 727, 1509, 932]
dateline: ರಾಮನಗರ: — [8, 1976, 53, 1989]
dateline: ರಾಮನಗರ: — [1216, 1317, 1261, 1331]
person-1 — [372, 2044, 469, 2400]
headline: ಸಂವಿಧಾನ ದಿನಾಚರಣೆ ಸಂಪನ್ನ — [8, 1448, 384, 1493]
dateline: ರಾಮನಗರ: — [1216, 139, 1261, 153]
column-text: ಮರೆತೋದ ಖಾದ್ಯ-ಬ್ರ್ಯಾಂಡ್ ರೆಸಿಪಿ ತಯಾರಿಸಲು ಅವಕಾಶವಿರುತ್ತದೆ. ಪ್ರಥಮ ಬಹುಮಾನ ರೂ. 5,000, ದ್ವಿತೀಯ ಬಹುಮಾನ ರೂ. 3,000 ಹಾಗೂ ತೃತೀಯ ಬಹುಮಾನ ರೂ. 2,000 ನೀಡಲಾಗುವುದು. ಜಿಲ್ಲಾ ಮಟ್ಟದಲ್ಲಿ ವಿಜೇತರಾದವರು ರಾಜ್ಯ ಮಟ್ಟದ ಸ್ಪರ್ಧೆಯಲ್ಲಿ ಭಾಗವಹಿಸಲು ಅರ್ಹರಾಗಿರುತ್ತಾರೆ. ಹೆಚ್ಚಿನ ಮಾಹಿತಿಗೆ ಜಂಟಿ ಕೃಷಿ ನಿರ್ದೇಶಕರ ಕಚೇರಿ, ದೂ.ಸಂ: — [871, 1555, 1190, 1638]
person-5 — [348, 1736, 405, 1838]
brief-text-continued: ಅನ್ನು ಸಂಪರ್ಕಿಸಬಹುದು ಎಂದು ಪ್ರಕಟಣೆಯಲ್ಲಿ ತಿಳಿಸಿದ್ದಾರೆ. — [1216, 550, 1509, 580]
sidebar-brief-minister-tour — [1216, 1584, 1509, 1872]
column-text: ಕರ್ನಾಟಕ ರಾಜ್ಯ ಕಾನೂನು ಸೇವೆಗಳ ಪ್ರಾಧಿಕಾರದಿಂದ ಬೆಂಗಳೂರು ನಗರ ಸಿವಿಲ್ ನ್ಯಾಯಾಲಯದಲ್ಲಿ ಬಾಕಿಯಿರುವ ಪ್ರಕರಣಗಳನ್ನು ತೀವ್ರ ಇತ್ಯರ್ಥಗೊಳಿಸಲು ಡಿಸೆಂಬರ್ 14 ರಂದು ರಾಷ್ಟ್ರೀಯ ಲೋಕ್ ಅದಾಲತ್ ಹಮ್ಮಿಕೊಳ್ಳಲಾಗಿದೆ ಎಂದು ಬೆಂಗಳೂರು ನಗರ ಸಿವಿಲ್ ನ್ಯಾಯಾಲಯದ ಪ್ರಧಾನ ಸಿವಿಲ್ ಸತ್ರ ನ್ಯಾಯಾಧೀಶರು ಹಾಗೂ ಜಿಲ್ಲಾ ಕಾನೂನು ಸೇವೆಗಳ ಪ್ರಾಧಿಕಾರದ ಅಧ್ಯಕ್ಷರಾದ ಮುರಳೀಧರ್ ಪೈ ತಿಳಿಸಿದರು. ಕಳೆದ ಬಾರಿ 26,353 ಬಾಕಿಯಿದ್ದ ಪ್ರಕರಣಗಳು ಹಾಗೂ 3,66,241 ವ್ಯಾಜ್ಯ ಪೂರ್ವ ಪ್ರಕರಣಗಳು, ಒಟ್ಟು 3,92,594 ಪ್ರಕರಣಗಳನ್ನು ಇತ್ಯರ್ಥಪಡಿಸಲಾಗಿದೆ. — [507, 654, 721, 858]
article-column-1 — [507, 652, 721, 1202]
masthead-date: 30.11.2024 — [1335, 71, 1410, 87]
sidebar-text — [1216, 1613, 1509, 1715]
sidebar-brief-drone-training — [1216, 108, 1509, 375]
article-column-1 — [8, 1507, 257, 1652]
headline-line-1: ಡಿ. 6ರಂದು ಜಿಲ್ಲಾ ಮಟ್ಟದ ಸಿರಿಧಾನ್ಯ, — [537, 1448, 975, 1489]
column-text: 2024 ರಲ್ಲಿ ಕರ್ನಾಟಕದಲ್ಲಿ ಪ್ರಥಮ ಮುದ್ರಣಗೊಂಡು ಪ್ರಕಟವಾಗಿರುವ ಎಲ್ಲಾ ಪುಸ್ತಕಗಳ ನೋಂದಣಿ ಮಾಡಲು ಪುಸ್ತಕಗಳನ್ನು ಬೆಂಗಳೂರಿನ ಕಬ್ಬನ್ ಉದ್ಯಾನವನದಲ್ಲಿರುವ ರಾಜ್ಯ ಕೇಂದ್ರ ಗ್ರಂಥಾಲಯದಲ್ಲಿ 01 ಜನವರಿ 2025 ರ ಸಂಜೆ 5.30 ಒಳಗಾಗಿ ನೋಂದಾಯಿಸಿಕೊಳ್ಳಬಹುದು. ಸದರಿ ಪುಸ್ತಕಗಳನ್ನು ಮುದ್ರಿತ ರಾಜ್ಯ ಮಟ್ಟದ ಪುಸ್ತಕ ಆಯ್ಕೆ ಸಮಿತಿಯ ಆಯ್ಕೆಗಾಗಿ ಪರಿಗಣಿಸಲಾಗುವುದು. 2024 ರಲ್ಲಿ ಪ್ರಥಮ ರಾಜ್ಯಗಳಲ್ಲಿ ಮುದ್ರಣಗೊಂಡು ಪ್ರಕಟವಾಗಿರುವ ಎಲ್ಲಾ ಪುಸ್ತಕಗಳನ್ನು ಪ್ರಕಾಶಕರು ಅಥವಾ ಲೇಖಕರು ಕೇಂದ್ರ ಗ್ರಂಥಾಲಯದಲ್ಲಿ ಸಲ್ಲಿಸಬೇಕು. ನಿಗದಿಪಡಿಸಿದ ಅವಧಿಯ ನಂತರ ಬಂದ ಪುಸ್ತಕಗಳನ್ನು ಸ್ವೀಕರಿಸಲಾಗುವುದಿಲ್ಲ. ರಾಜ್ಯ ಮಟ್ಟದ ಪುಸ್ತಕ ಆಯ್ಕೆ ಸಮಿತಿಗೆ ಸಲ್ಲಿಸಲಾಗುವುದು. — [8, 204, 320, 356]
article-column-1 — [989, 1974, 1246, 2400]
sidebar-brief-tender — [1216, 1287, 1509, 1575]
masthead-day: ಶನಿವಾರ — [1351, 53, 1386, 69]
column-text: ಆಯಾ ಪ್ರಾಧಿಕಾರಗಳ ಅಧಿಕಾರಿಗಳ/ಪ್ರಾಧಿಕಾರಗಳ ವೇತನಾ ಕೊಟವಾಗಲಿ ನಿಯಮಾವಳಿಗಳು ಬೇರೆ ನಿಗದಿಪಡಿಸಿಕೊಂಡು ನೀಡದಾಗಿ ಖರೀದಿಸಲು ಆಯ್ಕೆ ಸಮಿತಿಯ ಸಭೆಯಲ್ಲಿ ನಿರ್ಣಯಿಸಲಾಗುವುದು. 2024ನೇ ವರ್ಷದಲ್ಲಿ ಪ್ರಕಟಗೊಂಡ ಪುಸ್ತಕಗಳ ಆಯ್ಕೆಗೆ ಪ್ರಕ್ರಿಯೆಗಾಗಿ ಅಂಯುಕ್ತರ ಕಛೇರಿಯಲ್ಲಿ ಯಾವುದೇ ಪುಸ್ತಕಗಳನ್ನು ಸ್ವೀಕರಿಸಲಾಗುವುದಿಲ್ಲ. ಅದ್ದರಿಂದ ಆಯ್ಕೆ ಸಮಿತಿಗೆ ಆಯ್ಕೆಗಾಗಿ ಪುಸ್ತಕಗಳನ್ನು ಸಲ್ಲಿಸಲು ಇಚ್ಛಿಸುವ ಲೇಖಕರು, ಲೇಖಕ-ಪ್ರಕಾಶಕರು ಮತ್ತು ಪ್ರಕಾಶಕರು ನಿಗದಿತ ಅವಧಿಯೊಳಗೆ ರಾಜ್ಯ ಕೇಂದ್ರ ಗ್ರಂಥಾಲಯದಲ್ಲಿ ಪುಸ್ತಕಗಳ ನೋಂದಣಿ ಅಧಿನಿಯಮದಡಿ ನಿಯಮಾನುಸಾರ ಪುಸ್ತಕಗಳನ್ನು ಸಲ್ಲಿಸಬೇಕು. ನೋಂದಣಿಗಾಗಿ ನಿಗದಿತ ಅರ್ಜಿ ನಮೂನೆ ಹಾಗೂ ಮಾಹಿತಿಗಾಗಿ ಇಲಾಖಾ ಅಂತರ್ಜಾಲ — [333, 204, 645, 356]
youth-festival-photo — [340, 1971, 975, 2400]
column-divider — [652, 100, 653, 553]
person-4 — [664, 2068, 761, 2400]
right-sidebar — [1203, 102, 1521, 1879]
article-lok-adalat — [507, 566, 1198, 1206]
person-3 — [558, 2031, 655, 2400]
article-exam-board — [507, 1212, 1198, 1431]
article-column-3 — [976, 1261, 1194, 1427]
sidebar-headline: ಮ್ಯಾನ್ಯುಯಲ್ ಸ್ಕ್ಯಾವೆಂಜರ್ ಸಮೀಕ್ಷೆ — [1216, 727, 1448, 750]
person-5 — [761, 2055, 858, 2400]
balloon-decor — [647, 1987, 939, 2036]
person-1 — [57, 1749, 113, 1838]
person-3 — [202, 1751, 259, 1838]
article-column-2 — [333, 202, 645, 550]
dateline: ಮೈಸೂರು: — [8, 204, 49, 217]
article-millet-contest — [537, 1440, 1197, 1877]
dateline: ಮೈಸೂರು: — [659, 204, 700, 217]
article-column-2 — [1259, 1974, 1516, 2400]
column-text: ಜೀವನಾಂಶದ ಪ್ರಕರಣಗಳು, ಮೋಟಾರು ಅಪಘಾತ ಪರಿಹಾರ ನ್ಯಾಯಾಧಿಕರಣದ ಪ್ರಕರಣಗಳು, ಚೆಕ್ ಅಮಾನ್ಯ ಪ್ರಕರಣಗಳು, ವಿದ್ಯುತ್ ಹಾಗೂ ನೀರಿನ ಶುಲ್ಕಗಳು, ಭೂಸ್ವಾಧೀನ ಪ್ರಕರಣಗಳು, ವೇತನ ಮತ್ತು ಭತ್ಯೆಗಳಿಗೆ ಸಂಬಂಧಿಸಿದ ಸೇವಾ ಪ್ರಕರಣಗಳು ಹಾಗೂ ಪಿಂಚಣಿ ಪ್ರಕರಣಗಳು. ಸಾರ್ವಜನಿಕರು ತಮ್ಮ ಪ್ರಕರಣಗಳನ್ನು ಈ ಲೋಕ್ ಅದಾಲತ್ ನಲ್ಲಿ ಇತ್ಯರ್ಥಪಡಿಸಿಕೊಳ್ಳುವಂತೆ ಅವರು ಮನವಿ ಮಾಡಿದರು. ಉಚಿತ ಸೇವೆಗಳನ್ನು ಪಡೆಯಲು ಸಹಾಯವಾಣಿ 15100 ಕ್ಕೆ ಕರೆ ಮಾಡಿ ನೆರವು ಪಡೆಯಬಹುದಾಗಿದೆ. ಲೋಕ್ ಅದಾಲತ್ ನಲ್ಲಿ ಸಾರ್ವಜನಿಕರು ನ್ಯಾಯಾಲಯದ ಶುಲ್ಕ ಪಾವತಿಸದೆ ಪ್ರಕರಣಗಳನ್ನು ಬಗೆಹರಿಸಿಕೊಳ್ಳಬಹುದು. ಪತ್ರಿಕಾಗೋಷ್ಠಿಯಲ್ಲಿ ಗೌರವಾನ್ವಿತ ಪ್ರಧಾನ ಸಿವಿಲ್ ನ್ಯಾಯಾಧೀಶರು ಹಾಗೂ ಕಾರ್ಯದರ್ಶಿಗಳು ಉಪಸ್ಥಿತರಿದ್ದರು. — [733, 843, 968, 1065]
article-transfer-list — [989, 1887, 1523, 2405]
person-6 — [858, 2039, 955, 2400]
article-folk-arts — [8, 1887, 979, 2405]
headline: ಜಾನಪದ ಕಲೆಗಳು ಉಳಿಯಬೇಕಿದೆ: ಅನಿತಾ — [8, 1896, 650, 1951]
column-text: ಗುರು ಶ್ರೀರಾಜೇಂದ್ರ ಕಲಾ ಮಂದಿರ, ನೇರ್ಮಲಾ/ಜಿಗಾ, ಕೈ ಉತ್ಪನ್ನಗಳ/ವಿಜ್ಞಾನಗಳ ಸ್ಪರ್ಧೆ ನಡೆಯಲಿದೆ. ಸ್ಪರ್ಧೆಗಳಿಗೆ 15 ರಿಂದ 29 ವರ್ಷದೊಳಗಿನ ಯುವಕ/ಯುವತಿಯರು, ಶಾಲಾ/ಕಾಲೇಜುಗಳ ವಿದ್ಯಾರ್ಥಿ/ಗ್ರಾಮೀಣ ಯುವಜನರು ಭಾಗವಹಿಸಬಹುದು. ಆಸಕ್ತರು ಡಿಸೆಂಬರ್ 04 ರಂದು ಬೆಳಿಗ್ಗೆ 9 ಗಂಟೆಗೆ ಚಾಮುಂಡಿ ವಿಹಾರ ಕ್ರೀಡಾಂಗಣದಲ್ಲಿ ಸಂಘಟಕರಲ್ಲಿ ಹೆಸರು ನೋಂದಾಯಿಸಿಕೊಳ್ಳಬೇಕು. ಜಿಲ್ಲಾಮಟ್ಟದಲ್ಲಿ ಪ್ರಥಮ ಸ್ಥಾನ ಪಡೆದವರು 2024-25 ನೇ ಸಾಲಿನ ರಾಜ್ಯಮಟ್ಟದ ಯುವಜನೋತ್ಸವ ಕಾರ್ಯಕ್ರಮದಲ್ಲಿ ಭಾಗವಹಿಸಲು ಅರ್ಹರಾಗಿರುತ್ತಾರೆ. ಹೆಚ್ಚಿನ ಮಾಹಿತಿಗಾಗಿ ಯುವ ಸಬಲೀಕರಣ ಮತ್ತು ಕ್ರೀಡಾ ಇಲಾಖೆಯ ಸಹಾಯಕ ನಿರ್ದೇಶಕರ ದೂ.ಸಂ: — [932, 204, 1193, 374]
column-text: ಮಂಡಳಿಯ ಅಧಿಕೃತ ಪ್ರಕಟಣೆಗಳನ್ನು ಮಾತ್ರ ವಿದ್ಯಾರ್ಥಿಗಳು ಹಾಗೂ ಪೋಷಕರು ಗಮನಿಸಬೇಕು ಎಂದು ಮಂಡಳಿಯ ಅಧ್ಯಕ್ಷರು ತಿಳಿಸಿದ್ದಾರೆ. ಸುಳ್ಳು ಸುದ್ದಿಗಳನ್ನು ಹರಡುವವರ ವಿರುದ್ಧ ಕ್ರಮ ಕೈಗೊಳ್ಳಲಾಗುವುದು. — [741, 1262, 964, 1328]
dateline: ರಾಮನಗರ: — [1216, 973, 1261, 986]
sidebar-headline: ದರಪಟ್ಟಿ ಆಹ್ವಾನ — [1216, 1287, 1333, 1312]
phone-number: 0821-2564179 — [932, 360, 1193, 391]
